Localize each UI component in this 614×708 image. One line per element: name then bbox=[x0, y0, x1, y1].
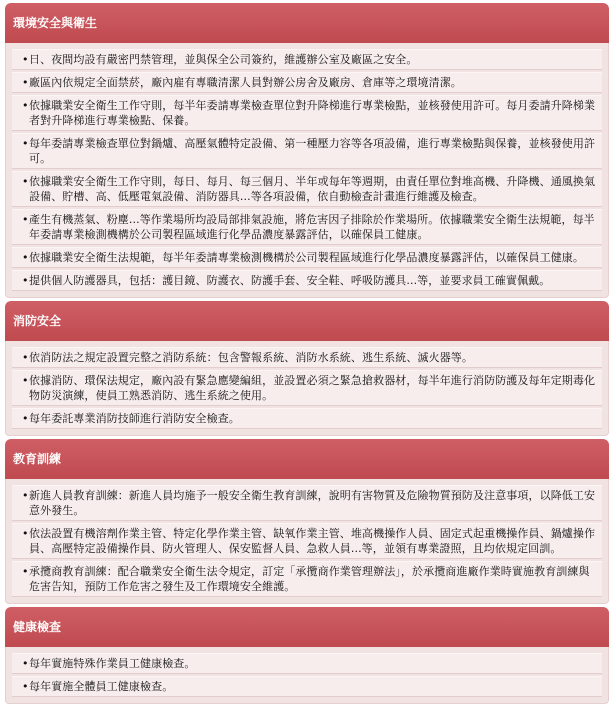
list-item bbox=[12, 171, 602, 207]
item-text: 承攬商教育訓練：配合職業安全衛生法令規定，訂定「承攬商作業管理辦法」，於承攬商進廠作業時實施教育訓練與危害告知，預防工作危害之發生及工作環境安全維護。 bbox=[29, 565, 590, 593]
section-body bbox=[5, 43, 609, 298]
item-text: 日、夜間均設有嚴密門禁管理，並與保全公司簽約，維護辦公室及廠區之安全。 bbox=[29, 53, 418, 66]
item-text: 依據職業安全衛生工作守則，每半年委請專業檢查單位對升降梯進行專業檢點，並核發使用許可。每月委請升降梯業者對升降梯進行專業檢點、保養。 bbox=[29, 99, 596, 127]
item-text: 每年實施全體員工健康檢查。 bbox=[29, 680, 174, 693]
item-text: 新進人員教育訓練：新進人員均施予一般安全衛生教育訓練，說明有害物質及危險物質預防及注意事項，以降低工安意外發生。 bbox=[29, 489, 596, 517]
section-fire-safety bbox=[5, 301, 609, 436]
bullet-icon: • bbox=[22, 351, 29, 364]
list-item bbox=[12, 95, 602, 131]
section-title: 教育訓練 bbox=[5, 439, 609, 479]
list-item bbox=[12, 408, 602, 429]
bullet-icon: • bbox=[22, 175, 29, 188]
bullet-icon: • bbox=[22, 99, 29, 112]
bullet-icon: • bbox=[22, 657, 29, 670]
section-title: 消防安全 bbox=[5, 301, 609, 341]
section-title: 健康檢查 bbox=[5, 607, 609, 647]
section-health-check bbox=[5, 607, 609, 704]
bullet-icon: • bbox=[22, 213, 29, 226]
bullet-icon: • bbox=[22, 680, 29, 693]
list-item bbox=[12, 247, 602, 268]
list-item bbox=[12, 370, 602, 406]
list-item bbox=[12, 485, 602, 521]
list-item bbox=[12, 347, 602, 368]
section-education-training bbox=[5, 439, 609, 604]
bullet-icon: • bbox=[22, 527, 29, 540]
list-item bbox=[12, 561, 602, 597]
bullet-icon: • bbox=[22, 412, 29, 425]
item-text: 每年委託專業消防技師進行消防安全檢查。 bbox=[29, 412, 240, 425]
item-text: 產生有機蒸氣、粉塵...等作業場所均設局部排氣設施，將危害因子排除於作業場所。依據職業安全衛生法規範，每半年委請專業檢測機構於公司製程區域進行化學品濃度暴露評估，以確保員工健康。 bbox=[29, 213, 595, 241]
bullet-icon: • bbox=[22, 251, 29, 264]
list-item bbox=[12, 270, 602, 291]
section-body bbox=[5, 647, 609, 704]
section-body bbox=[5, 341, 609, 436]
bullet-icon: • bbox=[22, 137, 29, 150]
list-item bbox=[12, 133, 602, 169]
list-item bbox=[12, 523, 602, 559]
section-environment-safety bbox=[5, 3, 609, 298]
list-item bbox=[12, 49, 602, 70]
list-item bbox=[12, 676, 602, 697]
item-text: 依消防法之規定設置完整之消防系統：包含警報系統、消防水系統、逃生系統、滅火器等。 bbox=[29, 351, 473, 364]
item-text: 依據職業安全衛生法規範，每半年委請專業檢測機構於公司製程區域進行化學品濃度暴露評估，以確保員工健康。 bbox=[29, 251, 584, 264]
section-body bbox=[5, 479, 609, 604]
bullet-icon: • bbox=[22, 374, 29, 387]
bullet-icon: • bbox=[22, 53, 29, 66]
list-item bbox=[12, 72, 602, 93]
bullet-icon: • bbox=[22, 274, 29, 287]
item-text: 依據消防、環保法規定，廠內設有緊急應變編組，並設置必須之緊急搶救器材，每半年進行消防防護及每年定期毒化物防災演練，使員工熟悉消防、逃生系統之使用。 bbox=[29, 374, 596, 402]
item-text: 依據職業安全衛生工作守則，每日、每月、每三個月、半年或每年等週期，由責任單位對堆高機、升降機、通風換氣設備、貯槽、高、低壓電氣設備、消防器具...等各項設備，依自動檢查計畫進行維護及檢查。 bbox=[29, 175, 596, 203]
item-text: 依法設置有機溶劑作業主管、特定化學作業主管、缺氧作業主管、堆高機操作人員、固定式起重機操作員、鍋爐操作員、高壓特定設備操作員、防火管理人、保安監督人員、急救人員...等，並領有專業證照，且均依規定回訓。 bbox=[29, 527, 596, 555]
item-text: 每年委請專業檢查單位對鍋爐、高壓氣體特定設備、第一種壓力容等各項設備，進行專業檢點與保養，並核發使用許可。 bbox=[29, 137, 596, 165]
item-text: 提供個人防護器具，包括：護目鏡、防護衣、防護手套、安全鞋、呼吸防護具...等，並要求員工確實佩戴。 bbox=[29, 274, 551, 287]
list-item bbox=[12, 209, 602, 245]
list-item bbox=[12, 653, 602, 674]
section-title: 環境安全與衛生 bbox=[5, 3, 609, 43]
bullet-icon: • bbox=[22, 565, 29, 578]
item-text: 廠區內依規定全面禁菸，廠內雇有專職清潔人員對辦公房舍及廠房、倉庫等之環境清潔。 bbox=[29, 76, 462, 89]
bullet-icon: • bbox=[22, 76, 29, 89]
item-text: 每年實施特殊作業員工健康檢查。 bbox=[29, 657, 196, 670]
bullet-icon: • bbox=[22, 489, 29, 502]
